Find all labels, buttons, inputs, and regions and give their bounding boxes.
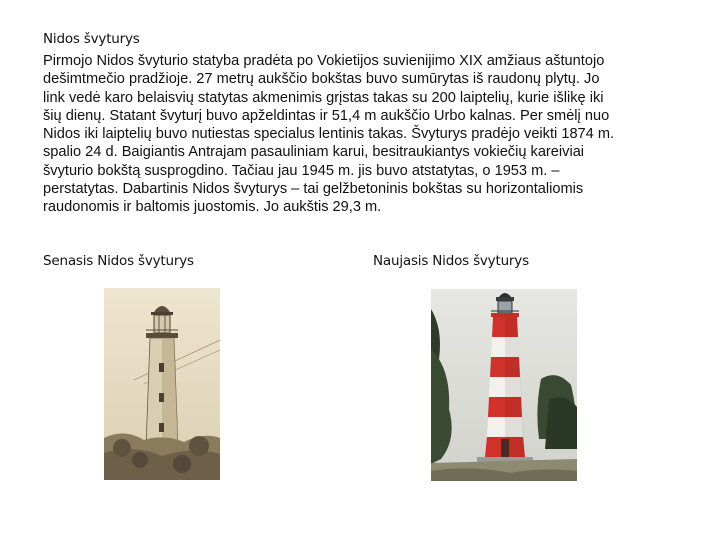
old-lighthouse-caption: Senasis Nidos švyturys (43, 253, 194, 269)
paragraph-line: Nidos iki laiptelių buvo nutiestas specialus lentinis takas. Švyturys pradėjo veikti 1874 m. (43, 126, 615, 143)
paragraph-line: spalio 24 d. Baigiantis Antrajam pasauliniam karui, besitraukiantys vokiečių kareiviai (43, 144, 585, 161)
paragraph-line: raudonomis ir baltomis juostomis. Jo aukštis 29,3 m. (43, 199, 382, 216)
old-lighthouse-photo (104, 288, 220, 480)
history-paragraph (43, 52, 683, 217)
paragraph-line: šių dienų. Statant švyturį buvo apželdintas ir 51,4 m aukščio Urbo kalnas. Per smėlį nuo (43, 107, 610, 124)
paragraph-line: perstatytas. Dabartinis Nidos švyturys – tai gelžbetoninis bokštas su horizontaliomis (43, 181, 584, 198)
paragraph-line: dešimtmečio pradžioje. 27 metrų aukščio bokštas buvo sumūrytas iš raudonų plytų. Jo (43, 71, 600, 88)
paragraph-line: Pirmojo Nidos švyturio statyba pradėta po Vokietijos suvienijimo XIX amžiaus aštuntojo (43, 53, 605, 69)
paragraph-line: švyturio bokštą susprogdino. Tačiau jau 1945 m. jis buvo atstatytas, o 1953 m. – (43, 162, 560, 179)
page-title: Nidos švyturys (43, 31, 140, 47)
paragraph-line: link vedė karo belaisvių statytas akmenimis grįstas takas su 200 laiptelių, kurie išlikę iki (43, 89, 604, 106)
new-lighthouse-caption: Naujasis Nidos švyturys (373, 253, 529, 269)
new-lighthouse-photo (431, 289, 577, 481)
